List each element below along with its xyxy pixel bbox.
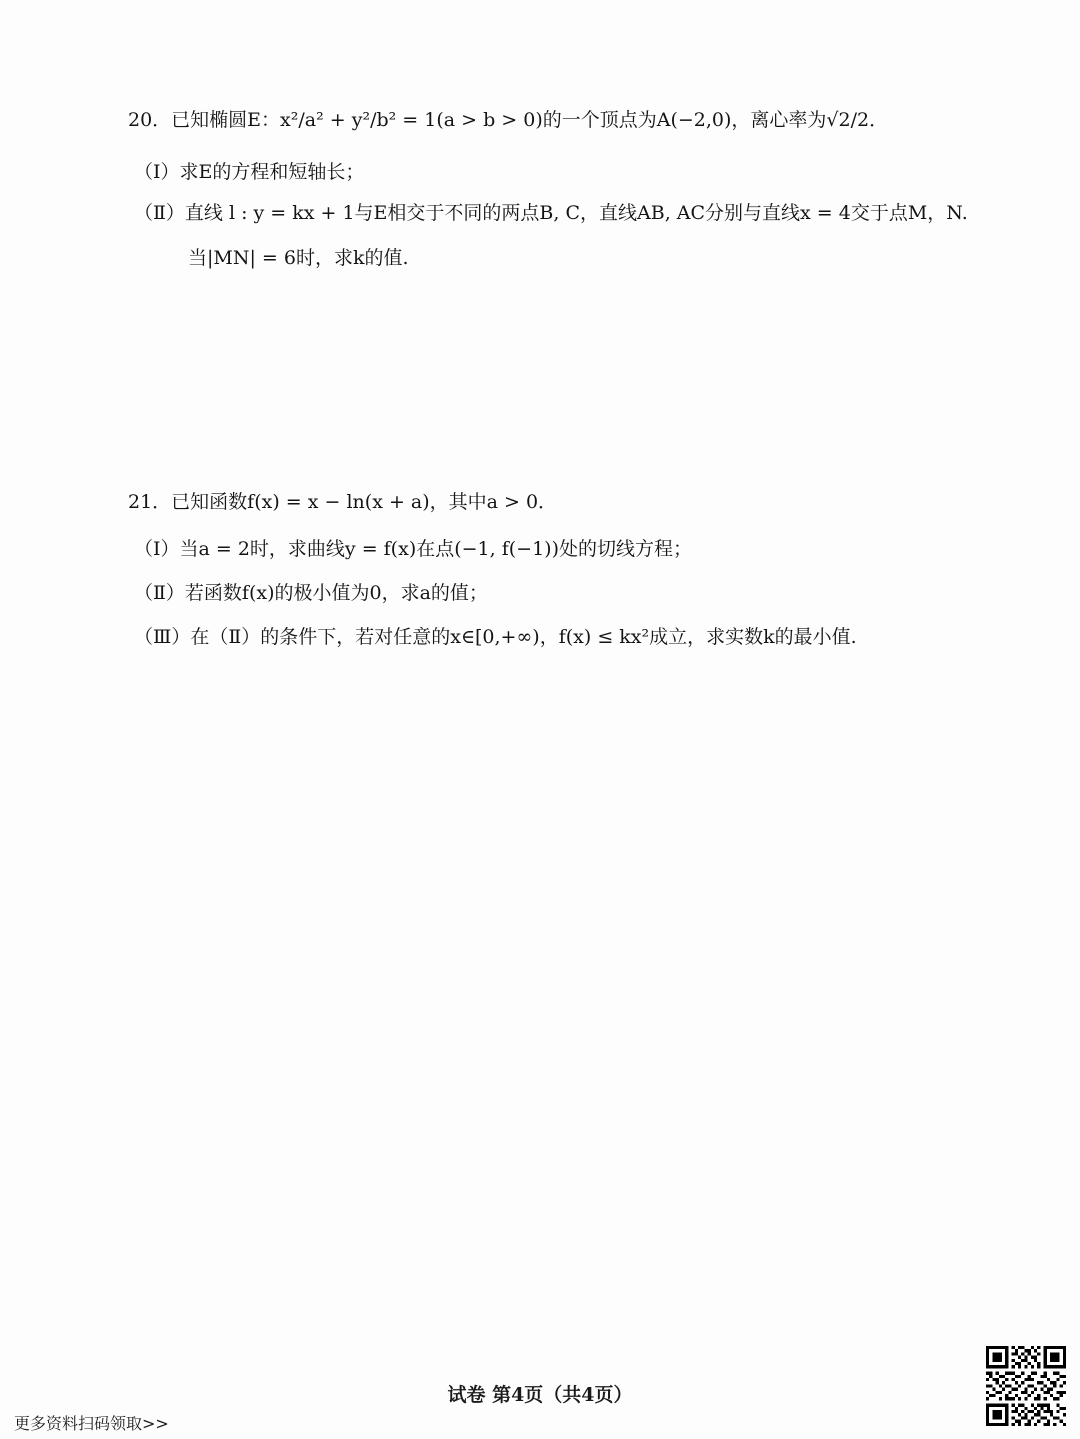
problem-20-part-2: （Ⅱ）直线 l : y = kx + 1与E相交于不同的两点B, C，直线AB, AC分别与直线x = 4交于点M，N.	[134, 202, 968, 224]
page-number-footer: 试卷 第4页（共4页）	[447, 1384, 633, 1406]
problem-20-part-2-continued: 当|MN| = 6时，求k的值.	[188, 247, 409, 269]
qr-code-icon[interactable]	[986, 1346, 1066, 1426]
problem-20-part-1: （Ⅰ）求E的方程和短轴长；	[134, 161, 365, 183]
problem-20-title: 20．已知椭圆E：x²/a² + y²/b² = 1(a > b > 0)的一个顶点为A(−2,0)，离心率为√2/2．	[128, 109, 889, 131]
promo-text: 更多资料扫码领取>>	[14, 1414, 169, 1433]
problem-21-part-1: （Ⅰ）当a = 2时，求曲线y = f(x)在点(−1, f(−1))处的切线方程；	[134, 538, 693, 560]
problem-21-title: 21．已知函数f(x) = x − ln(x + a)，其中a > 0．	[128, 491, 558, 513]
problem-21-part-2: （Ⅱ）若函数f(x)的极小值为0，求a的值；	[134, 582, 488, 604]
problem-21-part-3: （Ⅲ）在（Ⅱ）的条件下，若对任意的x∈[0,+∞)，f(x) ≤ kx²成立，求实数k的最小值.	[134, 626, 857, 648]
